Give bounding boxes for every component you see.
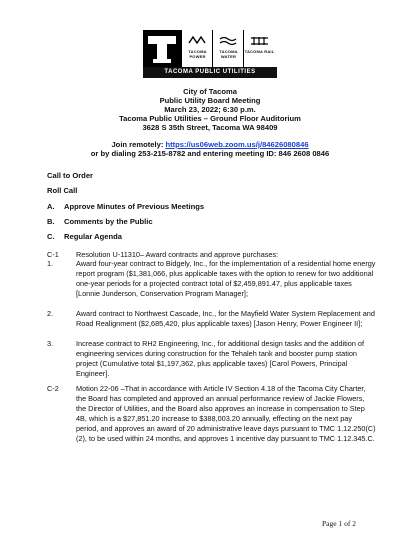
header-meeting: Public Utility Board Meeting bbox=[159, 96, 261, 105]
c1-item-3-text: Increase contract to RH2 Engineering, Inc., for additional design tasks and the addition of engineering services during construction for the Tehaleh tank and booster pump station project (Cumulative total $1,197,362, plus applicable taxes) [Carol Powers, Principal Engineer]. bbox=[76, 339, 364, 378]
roll-call: Roll Call bbox=[47, 186, 78, 195]
c2-text: Motion 22-06 –That in accordance with Article IV Section 4.18 of the Tacoma City Charter, the Board has completed and approved an annual performance review of Jackie Flowers, the Director of Utilities, and the Board also approves an increase in compensation to Step 4B, which is a $27,851.20 increase to $388,003.20 annually, effecting on the next pay period, and approves an award of 20 administrative leave days pursuant to TMC 1.12.250(C)(2), to be used within 24 months, and approves 1 incentive day pursuant to TMC 1.12.345.C. bbox=[76, 384, 376, 443]
c1-text: Resolution U-11310– Award contracts and approve purchases: bbox=[76, 250, 279, 259]
c1-item-1-num: 1. bbox=[47, 259, 54, 268]
page-number: Page 1 of 2 bbox=[322, 519, 356, 528]
agenda-item-b: B. Comments by the Public bbox=[47, 217, 153, 226]
agenda-item-a: A. Approve Minutes of Previous Meetings bbox=[47, 202, 205, 211]
header-date: March 23, 2022; 6:30 p.m. bbox=[164, 105, 256, 114]
c1-item-2-text: Award contract to Northwest Cascade, Inc., for the Mayfield Water System Replacement and Road Realignment ($2,685,420, plus applicable taxes) [Jason Henry, Power Engineer II]; bbox=[76, 309, 375, 328]
c2-label: C-2 bbox=[47, 384, 59, 393]
header-city: City of Tacoma bbox=[183, 87, 237, 96]
rail-logo-cell: TACOMA RAIL bbox=[243, 30, 274, 67]
t-logo-icon bbox=[143, 30, 181, 67]
c1-item-3-num: 3. bbox=[47, 339, 54, 348]
header-location: Tacoma Public Utilities – Ground Floor Auditorium bbox=[119, 114, 301, 123]
tacoma-public-utilities-logo bbox=[143, 30, 277, 78]
agenda-item-c: C. Regular Agenda bbox=[47, 232, 122, 241]
c1-label: C-1 bbox=[47, 250, 59, 259]
zoom-link[interactable]: https://us06web.zoom.us/j/84626080846 bbox=[165, 140, 309, 149]
c1-item-1-text: Award four-year contract to Bidgely, Inc., for the implementation of a residential home energy report program ($1,381,066, plus applicable taxes with the option to renew for two additional one-year periods for a projected contract total of $2,459,891.47, plus applicable taxes [Lonnie Junderson, Conservation Program Manager]; bbox=[76, 259, 376, 298]
c1-item-2-num: 2. bbox=[47, 309, 54, 318]
join-prefix: Join remotely: bbox=[111, 140, 166, 149]
logo-band-text: TACOMA PUBLIC UTILITIES bbox=[143, 67, 277, 78]
join-remotely bbox=[0, 140, 420, 149]
call-to-order: Call to Order bbox=[47, 171, 93, 180]
water-logo-cell: TACOMA WATER bbox=[212, 30, 243, 67]
header-address: 3628 S 35th Street, Tacoma WA 98409 bbox=[142, 123, 278, 132]
power-logo-cell: TACOMA POWER bbox=[181, 30, 212, 67]
dial-in-info: or by dialing 253-215-8782 and entering meeting ID: 846 2608 0846 bbox=[90, 149, 330, 158]
